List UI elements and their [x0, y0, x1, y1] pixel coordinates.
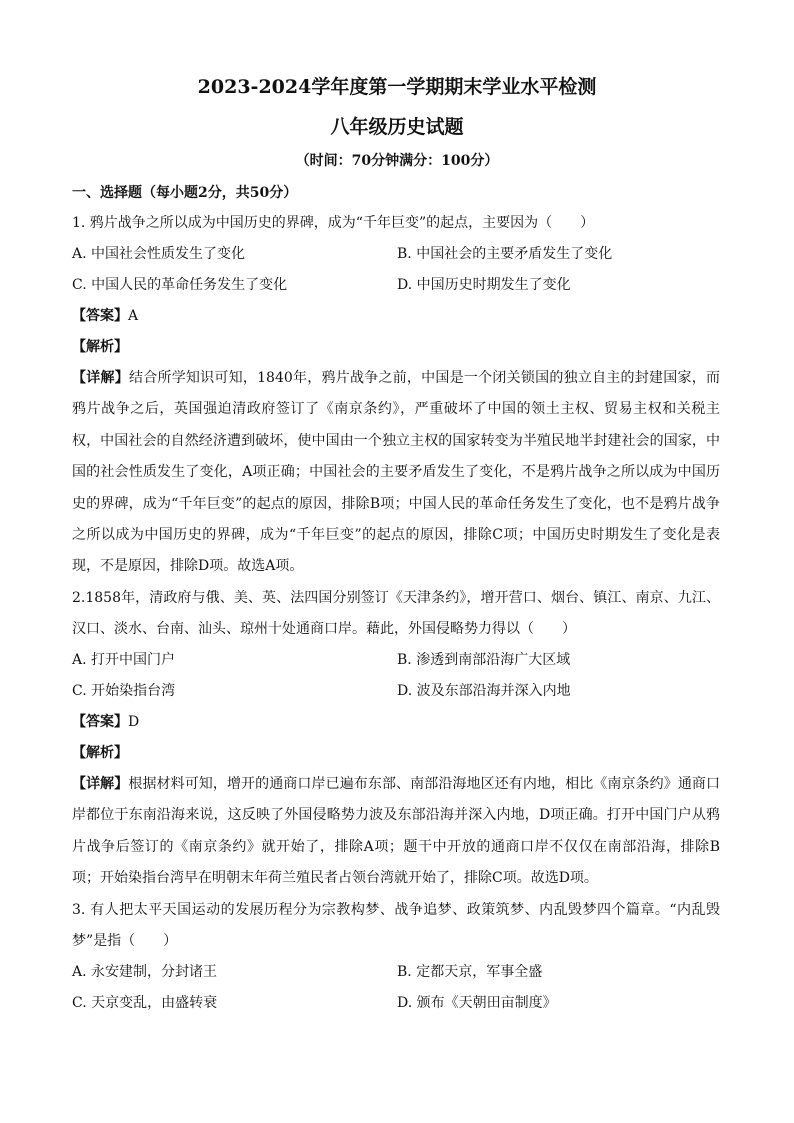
q3-option-a: A. 永安建制，分封诸王 — [72, 964, 218, 980]
answer-tag: 【答案】 — [72, 714, 128, 730]
q2-detail — [72, 769, 720, 895]
answer-value: A — [128, 308, 139, 324]
q3-option-b: B. 定都天京，军事全盛 — [397, 964, 543, 980]
detail-tag: 【详解】 — [72, 370, 129, 386]
q1-analysis-tag: 【解析】 — [72, 339, 128, 355]
q2-option-d: D. 波及东部沿海并深入内地 — [397, 683, 571, 699]
q3-option-c: C. 天京变乱，由盛转衰 — [72, 995, 218, 1011]
q1-option-c: C. 中国人民的革命任务发生了变化 — [72, 277, 288, 293]
q1-option-d: D. 中国历史时期发生了变化 — [397, 277, 571, 293]
exam-title: 2023-2024学年度第一学期期末学业水平检测 — [197, 76, 597, 98]
answer-tag: 【答案】 — [72, 308, 128, 324]
detail-text: 根据材料可知，增开的通商口岸已遍布东部、南部沿海地区还有内地，相比《南京条约》通商口岸都位于东南沿海来说，这反映了外国侵略势力波及东部沿海并深入内地，D项正确。打开中国门户从鸦片战争后签订的《南京条约》就开始了，排除A项；题干中开放的通商口岸不仅仅在南部沿海，排除B项；开始染指台湾早在明朝末年荷兰殖民者占领台湾就开始了，排除C项。故选D项。 — [72, 776, 721, 887]
exam-subtitle: 八年级历史试题 — [330, 116, 464, 138]
q3-option-d: D. 颁布《天朝田亩制度》 — [397, 995, 557, 1011]
exam-meta: （时间：70分钟满分：100分） — [295, 153, 499, 169]
q2-option-b: B. 渗透到南部沿海广大区域 — [397, 652, 571, 668]
q1-option-b: B. 中国社会的主要矛盾发生了变化 — [397, 246, 613, 262]
detail-tag: 【详解】 — [72, 776, 129, 792]
q1-option-a: A. 中国社会性质发生了变化 — [72, 246, 246, 262]
q1-stem: 1. 鸦片战争之所以成为中国历史的界碑，成为“千年巨变”的起点，主要因为（ ） — [72, 215, 595, 231]
section-heading: 一、选择题（每小题2分，共50分） — [72, 185, 298, 201]
q2-analysis-tag: 【解析】 — [72, 745, 128, 761]
q1-detail — [72, 363, 720, 583]
q1-answer — [72, 307, 722, 325]
detail-text: 结合所学知识可知，1840年，鸦片战争之前，中国是一个闭关锁国的独立自主的封建国家，而鸦片战争之后，英国强迫清政府签订了《南京条约》，严重破坏了中国的领土主权、贸易主权和关税主权，中国社会的自然经济遭到破坏，使中国由一个独立主权的国家转变为半殖民地半封建社会的国家，中国的社会性质发生了变化，A项正确；中国社会的主要矛盾发生了变化，不是鸦片战争之所以成为中国历史的界碑，成为“千年巨变”的起点的原因，排除B项；中国人民的革命任务发生了变化，也不是鸦片战争之所以成为中国历史的界碑，成为“千年巨变”的起点的原因，排除C项；中国历史时期发生了变化是表现，不是原因，排除D项。故选A项。 — [72, 370, 720, 575]
q2-answer — [72, 713, 722, 731]
q3-stem: 3. 有人把太平天国运动的发展历程分为宗教构梦、战争追梦、政策筑梦、内乱毁梦四个篇章。“内乱毁梦”是指（ ） — [72, 902, 720, 950]
q2-option-c: C. 开始染指台湾 — [72, 683, 176, 699]
answer-value: D — [128, 714, 140, 730]
q2-stem: 2.1858年，清政府与俄、美、英、法四国分别签订《天津条约》，增开营口、烟台、镇江、南京、九江、汉口、淡水、台南、汕头、琼州十处通商口岸。藉此，外国侵略势力得以（ ） — [72, 590, 720, 638]
q2-option-a: A. 打开中国门户 — [72, 652, 176, 668]
